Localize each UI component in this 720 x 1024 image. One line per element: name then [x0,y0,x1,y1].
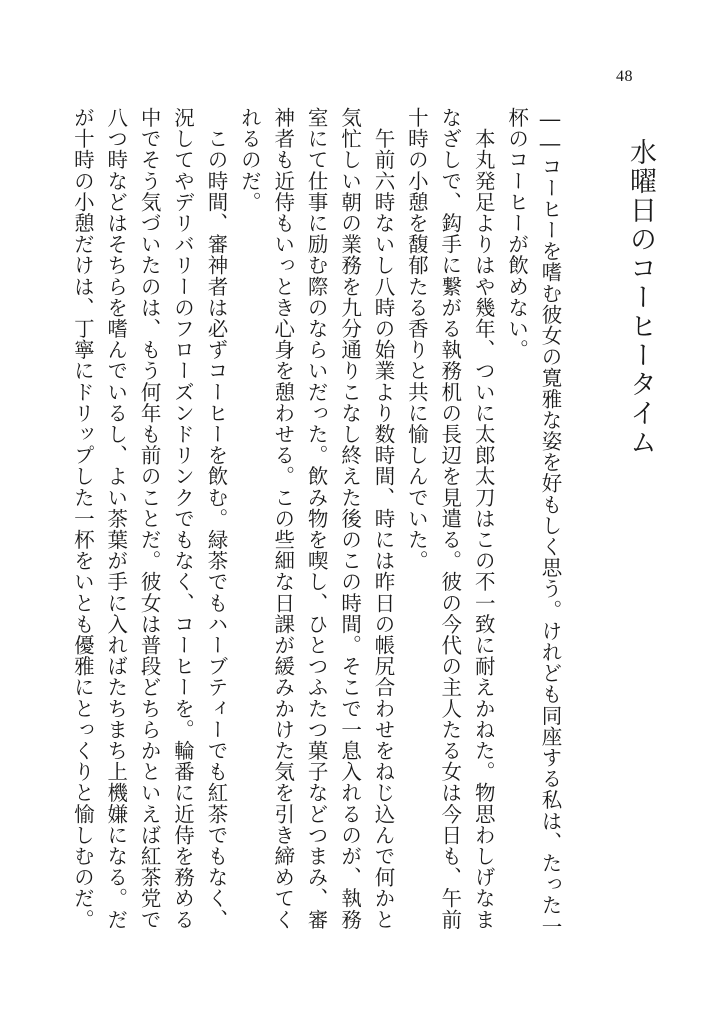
chapter-title: 水曜日のコーヒータイム [625,138,656,457]
paragraph-4: この時間、審神者は必ずコーヒーを飲む。緑茶でもハーブティーでも紅茶でもなく、況してやデリバリーのフローズンドリンクでもなく、コーヒーを。輪番に近侍を務める中でそう気づいたのは、もう何年も前のことだ。彼女は普段どちらかといえば紅茶党で八つ時などはそちらを嗜んでいるし、よい茶葉が手に入ればたちまち上機嫌になる。だが十時の小憩だけは、丁寧にドリップした一杯をいとも優雅にとっくりと愉しむのだ。 [70,107,228,930]
body-text [65,107,566,947]
paragraph-3: 午前六時ないし八時の始業より数時間、時には昨日の帳尻合わせをねじ込んで何かと気忙しい朝の業務を九分通りこなし終えた後のこの時間。そこで一息入れるのが、執務室にて仕事に励む際のならいだった。飲み物を喫し、ひとつふたつ菓子などつまみ、審神者も近侍もいっとき心身を憩わせる。この些細な日課が緩みかけた気を引き締めてくれるのだ。 [237,107,395,930]
paragraph-2: 本丸発足よりはや幾年、ついに太郎太刀はこの不一致に耐えかねた。物思わしげなまなざしで、鈎手に繋がる執務机の長辺を見遣る。彼の今代の主人たる女は今日も、午前十時の小憩を馥郁たる香りと共に愉しんでいた。 [404,107,496,930]
paragraph-1: ――コーヒーを嗜む彼女の寛雅な姿を好もしく思う。けれども同座する私は、たった一杯のコーヒーが飲めない。 [504,107,562,937]
page-number: 48 [616,68,633,85]
